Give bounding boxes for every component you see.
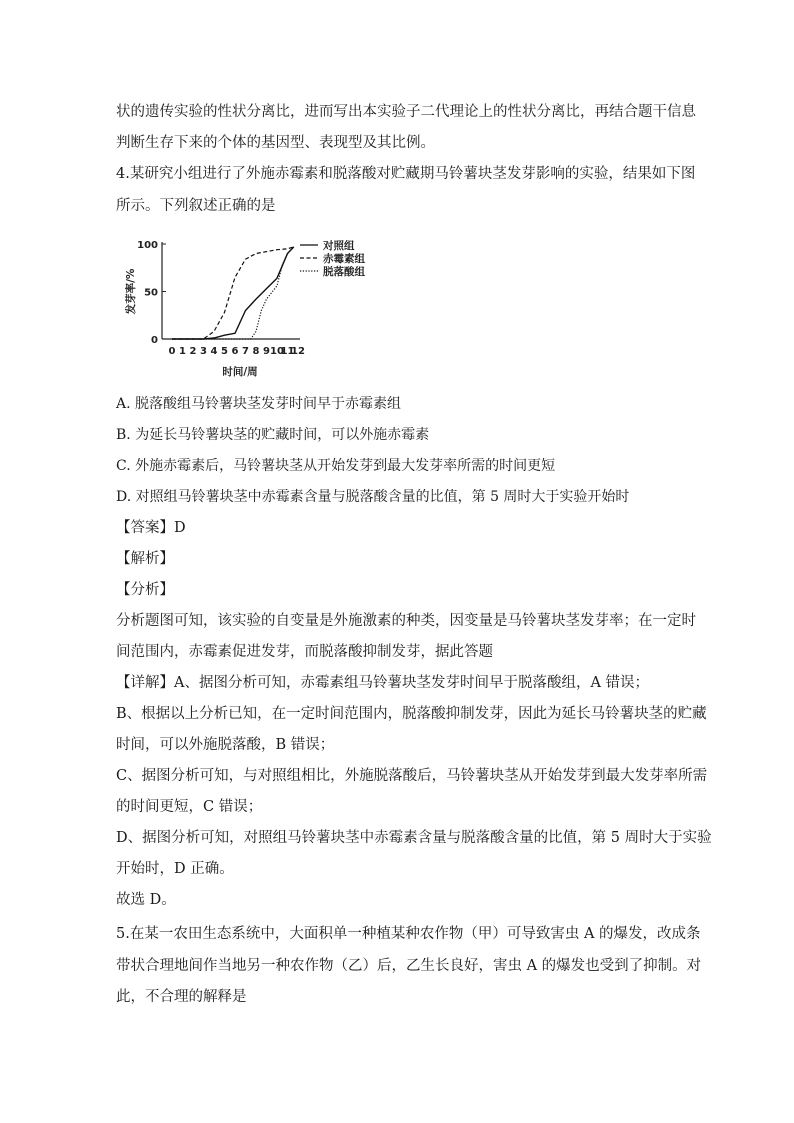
series-line-2 xyxy=(172,247,294,339)
q4-detail-line-5: 的时间更短，C 错误； xyxy=(116,799,263,815)
q5-stem-line-2: 带状合理地间作当地另一种农作物（乙）后，乙生长良好，害虫 A 的爆发也受到了抑制。对 xyxy=(116,958,702,974)
y-tick-label: 50 xyxy=(144,287,158,299)
x-tick-label: 5 xyxy=(221,346,228,357)
x-tick-label: 7 xyxy=(242,346,249,357)
intro-line-2: 判断生存下来的个体的基因型、表现型及其比例。 xyxy=(116,135,435,151)
q4-analysis-heading: 【解析】 xyxy=(116,551,174,567)
q4-conclusion: 故选 D。 xyxy=(116,892,176,908)
q4-option-d: D. 对照组马铃薯块茎中赤霉素含量与脱落酸含量的比值，第 5 周时大于实验开始时 xyxy=(116,489,630,505)
intro-line-1: 状的遗传实验的性状分离比，进而写出本实验子二代理论上的性状分离比，再结合题干信息 xyxy=(116,104,696,120)
q4-fenxi-heading: 【分析】 xyxy=(116,582,174,598)
y-tick-label: 0 xyxy=(151,335,158,346)
x-tick-label: 8 xyxy=(252,346,260,357)
chart-axes xyxy=(124,240,305,378)
x-tick-label: 2 xyxy=(189,346,197,357)
q4-detail-line-7: 开始时，D 正确。 xyxy=(116,861,234,877)
q4-fenxi-line-1: 分析题图可知，该实验的自变量是外施激素的种类，因变量是马铃薯块茎发芽率；在一定时 xyxy=(116,613,696,629)
q4-stem-line-2: 所示。下列叙述正确的是 xyxy=(116,198,276,214)
x-tick-label: 0 xyxy=(168,346,176,357)
legend-label-2: 赤霉素组 xyxy=(323,253,365,265)
x-tick-label: 9 xyxy=(263,346,270,357)
x-axis-title: 时间/周 xyxy=(222,366,258,378)
q4-detail-line-4: C、据图分析可知，与对照组相比，外施脱落酸后，马铃薯块茎从开始发芽到最大发芽率所需 xyxy=(116,768,708,784)
series-line-1 xyxy=(172,247,294,339)
q5-stem-line-1: 5.在某一农田生态系统中，大面积单一种植某种农作物（甲）可导致害虫 A 的爆发，改成条 xyxy=(116,926,701,942)
legend-label-3: 脱落酸组 xyxy=(323,266,365,278)
x-tick-label: 6 xyxy=(231,346,239,357)
q4-option-c: C. 外施赤霉素后，马铃薯块茎从开始发芽到最大发芽率所需的时间更短 xyxy=(116,458,556,474)
legend-label-1: 对照组 xyxy=(323,240,355,252)
y-tick-label: 100 xyxy=(137,240,158,251)
series-line-3 xyxy=(172,247,294,339)
q4-option-b: B. 为延长马铃薯块茎的贮藏时间，可以外施赤霉素 xyxy=(116,427,430,443)
x-tick-label: 12 xyxy=(291,346,305,357)
q4-option-a: A. 脱落酸组马铃薯块茎发芽时间早于赤霉素组 xyxy=(116,396,402,412)
q4-detail-line-1: 【详解】A、据图分析可知，赤霉素组马铃薯块茎发芽时间早于脱落酸组，A 错误； xyxy=(116,675,650,691)
x-tick-label: 3 xyxy=(200,346,207,357)
germination-chart xyxy=(120,232,390,382)
q4-detail-line-6: D、据图分析可知，对照组马铃薯块茎中赤霉素含量与脱落酸含量的比值，第 5 周时大于实验 xyxy=(116,830,712,846)
q4-stem-line-1: 4.某研究小组进行了外施赤霉素和脱落酸对贮藏期马铃薯块茎发芽影响的实验，结果如下图 xyxy=(116,166,696,182)
q4-detail-line-3: 时间，可以外施脱落酸，B 错误； xyxy=(116,737,335,753)
q4-fenxi-line-2: 间范围内，赤霉素促进发芽，而脱落酸抑制发芽，据此答题 xyxy=(116,644,493,660)
q4-answer: 【答案】D xyxy=(116,520,186,536)
x-tick-label: 4 xyxy=(210,346,218,357)
chart-legend xyxy=(300,239,365,278)
x-tick-label: 1 xyxy=(179,346,186,357)
q4-detail-line-2: B、根据以上分析已知，在一定时间范围内，脱落酸抑制发芽，因此为延长马铃薯块茎的贮藏 xyxy=(116,706,707,722)
q5-stem-line-3: 此，不合理的解释是 xyxy=(116,989,247,1005)
x-tick-label: 11 xyxy=(280,346,295,357)
y-axis-title: 发芽率/% xyxy=(125,268,137,315)
x-tick-label: 10 xyxy=(270,346,284,357)
chart-series xyxy=(172,247,294,339)
